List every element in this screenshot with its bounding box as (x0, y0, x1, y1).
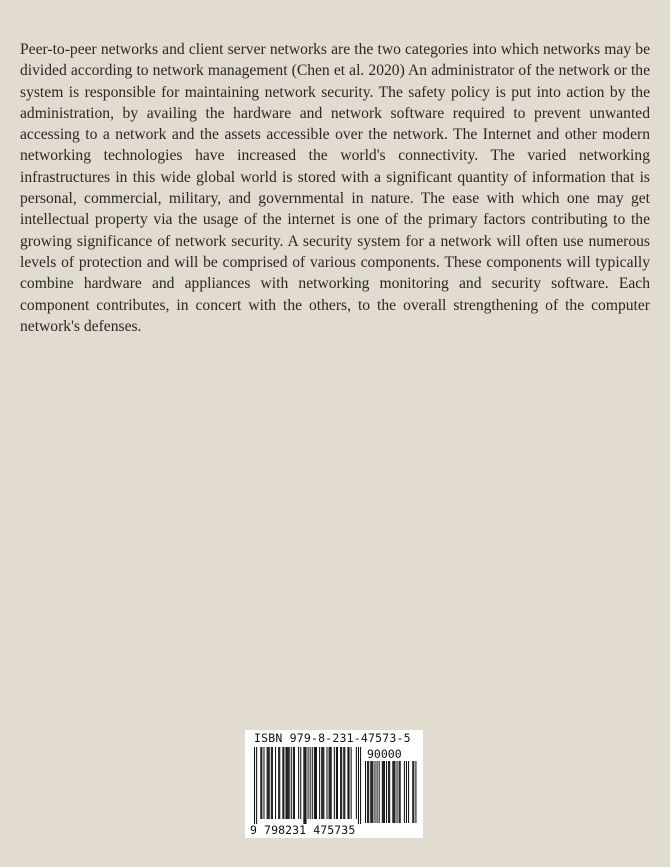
addon-bar (389, 761, 390, 823)
barcode-bar (322, 747, 323, 819)
addon-bar (408, 761, 409, 823)
barcode-bar (337, 747, 338, 819)
barcode-bar (282, 747, 283, 819)
barcode-bar (314, 747, 315, 819)
barcode-bar (329, 747, 330, 819)
barcode-bar (279, 747, 280, 819)
barcode-bar (256, 747, 257, 824)
barcode-bar (347, 747, 348, 819)
barcode-bar (267, 747, 268, 819)
addon-bar (383, 761, 384, 823)
barcode-bar (323, 747, 324, 819)
blurb-paragraph: Peer-to-peer networks and client server networks are the two categories into which networks may be divided according to network management (Chen et al. 2020) An administrator of the network or the system is responsible for maintaining network security. The safety policy is put into action by the administration, by availing the hardware and network software required to prevent unwanted accessing to a network and the assets accessible over the network. The Internet and other modern networking technologies have increased the world's connectivity. The varied networking infrastructures in this wide global world is stored with a significant quantity of information that is personal, commercial, military, and governmental in nature. The ease with which one may get intellectual property via the usage of the internet is one of the primary factors contributing to the growing significance of network security. A security system for a network will often use numerous levels of protection and will be comprised of various components. These components will typically combine hardware and appliances with networking monitoring and security software. Each component contributes, in concert with the others, to the overall strengthening of the computer network's defenses. (20, 41, 650, 335)
barcode-bar (356, 747, 357, 819)
isbn-digits: 9 798231 475735 (250, 823, 356, 837)
barcode-bar (321, 747, 322, 819)
addon-bar (400, 761, 401, 823)
barcode-bar (268, 747, 269, 819)
barcode-bar (300, 747, 301, 819)
barcode-bar (331, 747, 332, 819)
barcode-bar (315, 747, 316, 819)
addon-bar (370, 761, 371, 823)
addon-bar (386, 761, 387, 823)
barcode-bar (349, 747, 350, 819)
addon-bar (397, 761, 398, 823)
barcode-bar (269, 747, 270, 819)
isbn-barcode (245, 730, 423, 838)
barcode-bar (289, 747, 290, 819)
addon-bar (404, 761, 405, 823)
barcode-bar (340, 747, 341, 819)
price-code: 90000 (367, 747, 402, 761)
barcode-bar (304, 747, 305, 824)
addon-bar (388, 761, 389, 823)
addon-bar (412, 761, 413, 823)
barcode-bar (271, 747, 272, 819)
barcode-bar (319, 747, 320, 819)
barcode-bar (260, 747, 261, 819)
barcode-bar (298, 747, 299, 819)
barcode-bar (283, 747, 284, 819)
barcode-bar (310, 747, 311, 819)
addon-bar (372, 761, 373, 823)
barcode-bar (308, 747, 309, 819)
barcode-bar (312, 747, 313, 819)
barcode-bar (341, 747, 342, 819)
addon-bar (371, 761, 372, 823)
addon-bar (374, 761, 375, 823)
barcode-bars (245, 730, 423, 838)
addon-bar (384, 761, 385, 823)
barcode-bar (286, 747, 287, 819)
addon-bar (367, 761, 368, 823)
barcode-bar (334, 747, 335, 819)
barcode-bar (358, 747, 359, 824)
barcode-bar (344, 747, 345, 819)
barcode-bar (261, 747, 262, 819)
addon-bar (413, 761, 414, 823)
barcode-bar (288, 747, 289, 819)
isbn-label: ISBN 979-8-231-47573-5 (254, 731, 411, 745)
addon-bar (368, 761, 369, 823)
barcode-bar (360, 747, 361, 824)
barcode-bar (254, 747, 255, 824)
barcode-bar (326, 747, 327, 819)
barcode-bar (275, 747, 276, 819)
barcode-bar (351, 747, 352, 819)
addon-bar (415, 761, 416, 823)
barcode-bar (294, 747, 295, 819)
barcode-bar (293, 747, 294, 819)
barcode-bar (330, 747, 331, 819)
barcode-bar (272, 747, 273, 819)
addon-bar (392, 761, 393, 823)
barcode-bar (336, 747, 337, 819)
barcode-bar (305, 747, 306, 824)
addon-bar (382, 761, 383, 823)
addon-bar (393, 761, 394, 823)
addon-bar (399, 761, 400, 823)
addon-bar (379, 761, 380, 823)
addon-bar (406, 761, 407, 823)
addon-bar (377, 761, 378, 823)
barcode-bar (263, 747, 264, 819)
addon-bar (365, 761, 366, 823)
barcode-bar (303, 747, 304, 824)
barcode-bar (316, 747, 317, 819)
addon-bar (394, 761, 395, 823)
barcode-bar (287, 747, 288, 819)
barcode-bar (343, 747, 344, 819)
barcode-bar (291, 747, 292, 819)
barcode-bar (278, 747, 279, 819)
